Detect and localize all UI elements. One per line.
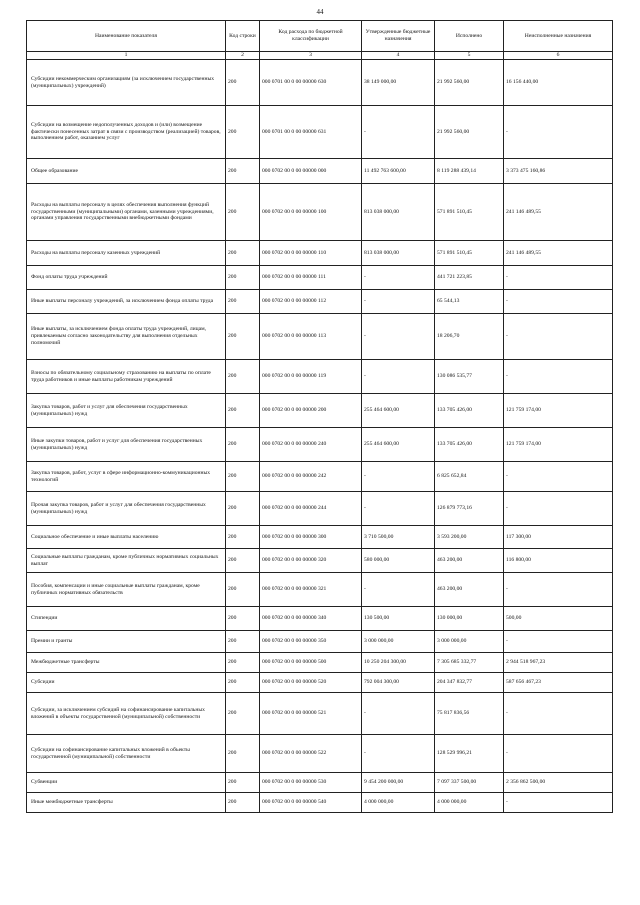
table-row [27,693,613,735]
row-unexecuted: - [504,735,613,773]
table-row [27,241,613,266]
row-unexecuted: - [504,793,613,813]
row-name: Премии и гранты [27,631,226,653]
row-approved: - [362,314,435,360]
row-executed: 65 544,13 [435,290,504,314]
row-code: 200 [226,631,260,653]
row-budget-code: 000 0702 00 0 00 00000 300 [260,526,362,549]
row-executed: 571 891 510,45 [435,241,504,266]
table-row [27,673,613,693]
row-name: Пособия, компенсации и иные социальные выплаты гражданам, кроме публичных нормативных обязательств [27,573,226,607]
row-executed: 126 879 773,16 [435,492,504,526]
row-approved: - [362,360,435,394]
row-unexecuted: - [504,492,613,526]
row-name: Субсидии на софинансирование капитальных вложений в объекты государственной (муниципальной) собственности [27,735,226,773]
row-executed: 128 529 996,21 [435,735,504,773]
row-executed: 571 891 510,45 [435,184,504,241]
row-name: Прочая закупка товаров, работ и услуг для обеспечения государственных (муниципальных) нужд [27,492,226,526]
table-row [27,607,613,631]
row-budget-code: 000 0702 00 0 00 00000 320 [260,549,362,573]
row-executed: 463 200,00 [435,549,504,573]
row-unexecuted: 2 944 518 967,23 [504,653,613,673]
row-budget-code: 000 0702 00 0 00 00000 500 [260,653,362,673]
row-code: 200 [226,106,260,159]
table-row [27,360,613,394]
table-row [27,60,613,106]
table-row [27,290,613,314]
row-name: Межбюджетные трансферты [27,653,226,673]
column-numbers-row [27,52,613,60]
row-name: Субсидии на возмещение недополученных доходов и (или) возмещение фактически понесенных затрат в связи с производством (реализацией) товаров, выполнением работ, оказанием услуг [27,106,226,159]
row-executed: 7 097 337 500,00 [435,773,504,793]
column-number: 5 [435,52,504,60]
row-budget-code: 000 0702 00 0 00 00000 530 [260,773,362,793]
row-budget-code: 000 0702 00 0 00 00000 520 [260,673,362,693]
column-number: 2 [226,52,260,60]
row-executed: 130 086 535,77 [435,360,504,394]
row-unexecuted: 3 373 475 160,86 [504,159,613,184]
row-approved: - [362,573,435,607]
row-approved: 11 492 763 600,00 [362,159,435,184]
row-budget-code: 000 0702 00 0 00 00000 111 [260,266,362,290]
table-row [27,653,613,673]
row-name: Общее образование [27,159,226,184]
row-unexecuted: 500,00 [504,607,613,631]
row-unexecuted: 2 356 862 500,00 [504,773,613,793]
row-code: 200 [226,462,260,492]
table-row [27,159,613,184]
header-approved: Утвержденные бюджетные назначения [362,21,435,52]
row-unexecuted: 116 800,00 [504,549,613,573]
row-name: Иные закупки товаров, работ и услуг для обеспечения государственных (муниципальных) нужд [27,428,226,462]
row-executed: 204 347 832,77 [435,673,504,693]
row-name: Социальное обеспечение и иные выплаты населению [27,526,226,549]
row-approved: - [362,735,435,773]
row-name: Закупка товаров, работ, услуг в сфере информационно-коммуникационных технологий [27,462,226,492]
row-budget-code: 000 0702 00 0 00 00000 110 [260,241,362,266]
row-approved: 255 464 600,00 [362,428,435,462]
row-unexecuted: - [504,290,613,314]
row-approved: 9 454 200 000,00 [362,773,435,793]
table-row [27,526,613,549]
table-header [27,21,613,60]
table-row [27,631,613,653]
table-row [27,573,613,607]
row-approved: 3 000 000,00 [362,631,435,653]
row-approved: 130 500,00 [362,607,435,631]
row-code: 200 [226,526,260,549]
row-budget-code: 000 0702 00 0 00 00000 522 [260,735,362,773]
row-approved: 4 000 000,00 [362,793,435,813]
row-unexecuted: 121 759 174,00 [504,394,613,428]
table-row [27,266,613,290]
row-name: Социальные выплаты гражданам, кроме публичных нормативных социальных выплат [27,549,226,573]
row-approved: 580 000,00 [362,549,435,573]
row-budget-code: 000 0702 00 0 00 00000 119 [260,360,362,394]
row-name: Иные выплаты персоналу учреждений, за исключением фонда оплаты труда [27,290,226,314]
header-executed: Исполнено [435,21,504,52]
row-executed: 75 817 836,56 [435,693,504,735]
row-unexecuted: 121 759 174,00 [504,428,613,462]
row-unexecuted: 241 146 489,55 [504,241,613,266]
table-row [27,492,613,526]
row-executed: 133 705 426,00 [435,428,504,462]
row-code: 200 [226,290,260,314]
row-code: 200 [226,314,260,360]
row-executed: 130 000,00 [435,607,504,631]
table-row [27,773,613,793]
row-name: Субсидии [27,673,226,693]
row-code: 200 [226,60,260,106]
row-code: 200 [226,673,260,693]
row-budget-code: 000 0702 00 0 00 00000 521 [260,693,362,735]
row-approved: 38 149 000,00 [362,60,435,106]
row-name: Субсидии, за исключением субсидий на софинансирование капитальных вложений в объекты государственной (муниципальной) собственности [27,693,226,735]
row-budget-code: 000 0702 00 0 00 00000 540 [260,793,362,813]
row-executed: 3 000 000,00 [435,631,504,653]
table-row [27,462,613,492]
row-code: 200 [226,607,260,631]
table-row [27,428,613,462]
row-approved: 255 464 600,00 [362,394,435,428]
page-number: 44 [316,8,324,16]
row-executed: 18 206,70 [435,314,504,360]
row-code: 200 [226,492,260,526]
row-code: 200 [226,428,260,462]
row-name: Стипендии [27,607,226,631]
row-approved: 792 004 300,00 [362,673,435,693]
row-unexecuted: - [504,462,613,492]
row-approved: - [362,462,435,492]
table-body [27,60,613,813]
row-approved: - [362,106,435,159]
row-budget-code: 000 0701 00 0 00 00000 630 [260,60,362,106]
row-code: 200 [226,266,260,290]
row-name: Иные выплаты, за исключением фонда оплаты труда учреждений, лицам, привлекаемым согласно законодательству для выполнения отдельных полномочий [27,314,226,360]
row-budget-code: 000 0702 00 0 00 00000 240 [260,428,362,462]
row-budget-code: 000 0702 00 0 00 00000 321 [260,573,362,607]
row-executed: 3 593 200,00 [435,526,504,549]
row-approved: - [362,290,435,314]
row-approved: 10 250 204 300,00 [362,653,435,673]
table-row [27,184,613,241]
row-code: 200 [226,159,260,184]
row-name: Взносы по обязательному социальному страхованию на выплаты по оплате труда работников и иные выплаты работникам учреждений [27,360,226,394]
row-code: 200 [226,184,260,241]
table-row [27,314,613,360]
table-row [27,793,613,813]
row-unexecuted: - [504,266,613,290]
row-unexecuted: - [504,360,613,394]
header-unexecuted: Неисполненные назначения [504,21,613,52]
row-unexecuted: - [504,631,613,653]
row-code: 200 [226,394,260,428]
row-approved: 813 038 000,00 [362,241,435,266]
table-row [27,106,613,159]
row-approved: - [362,693,435,735]
row-code: 200 [226,549,260,573]
row-code: 200 [226,693,260,735]
row-approved: 813 038 000,00 [362,184,435,241]
row-budget-code: 000 0702 00 0 00 00000 000 [260,159,362,184]
row-code: 200 [226,360,260,394]
row-budget-code: 000 0702 00 0 00 00000 200 [260,394,362,428]
row-approved: - [362,492,435,526]
table-row [27,735,613,773]
row-unexecuted: 16 156 440,00 [504,60,613,106]
row-name: Фонд оплаты труда учреждений [27,266,226,290]
row-executed: 133 705 426,00 [435,394,504,428]
header-row-code: Код строки [226,21,260,52]
row-executed: 21 992 560,00 [435,60,504,106]
row-budget-code: 000 0702 00 0 00 00000 350 [260,631,362,653]
header-name: Наименование показателя [27,21,226,52]
row-unexecuted: - [504,573,613,607]
row-budget-code: 000 0702 00 0 00 00000 100 [260,184,362,241]
row-executed: 441 721 223,85 [435,266,504,290]
table-row [27,549,613,573]
row-budget-code: 000 0702 00 0 00 00000 242 [260,462,362,492]
row-budget-code: 000 0702 00 0 00 00000 113 [260,314,362,360]
row-name: Иные межбюджетные трансферты [27,793,226,813]
row-budget-code: 000 0702 00 0 00 00000 244 [260,492,362,526]
row-code: 200 [226,573,260,607]
row-name: Расходы на выплаты персоналу казенных учреждений [27,241,226,266]
column-number: 1 [27,52,226,60]
row-executed: 6 825 652,84 [435,462,504,492]
row-budget-code: 000 0702 00 0 00 00000 340 [260,607,362,631]
header-budget-code: Код расхода по бюджетной классификации [260,21,362,52]
row-unexecuted: 117 300,00 [504,526,613,549]
row-executed: 7 305 685 332,77 [435,653,504,673]
row-unexecuted: - [504,106,613,159]
row-executed: 463 200,00 [435,573,504,607]
budget-execution-table [26,20,613,813]
row-executed: 8 119 288 439,14 [435,159,504,184]
row-executed: 21 992 560,00 [435,106,504,159]
row-name: Субвенции [27,773,226,793]
row-approved: 3 710 500,00 [362,526,435,549]
row-code: 200 [226,735,260,773]
row-unexecuted: - [504,314,613,360]
row-unexecuted: - [504,693,613,735]
row-unexecuted: 241 146 489,55 [504,184,613,241]
row-budget-code: 000 0701 00 0 00 00000 631 [260,106,362,159]
row-name: Расходы на выплаты персоналу в целях обеспечения выполнения функций государственными (муниципальными) органами, казенными учреждениями, органами управления государственными внебюджетными фондами [27,184,226,241]
row-unexecuted: 587 656 467,23 [504,673,613,693]
row-code: 200 [226,241,260,266]
row-approved: - [362,266,435,290]
row-code: 200 [226,793,260,813]
row-name: Закупка товаров, работ и услуг для обеспечения государственных (муниципальных) нужд [27,394,226,428]
row-code: 200 [226,773,260,793]
column-number: 4 [362,52,435,60]
row-name: Субсидии некоммерческим организациям (за исключением государственных (муниципальных) учреждений) [27,60,226,106]
table-row [27,394,613,428]
row-budget-code: 000 0702 00 0 00 00000 112 [260,290,362,314]
column-number: 3 [260,52,362,60]
column-number: 6 [504,52,613,60]
row-code: 200 [226,653,260,673]
row-executed: 4 000 000,00 [435,793,504,813]
